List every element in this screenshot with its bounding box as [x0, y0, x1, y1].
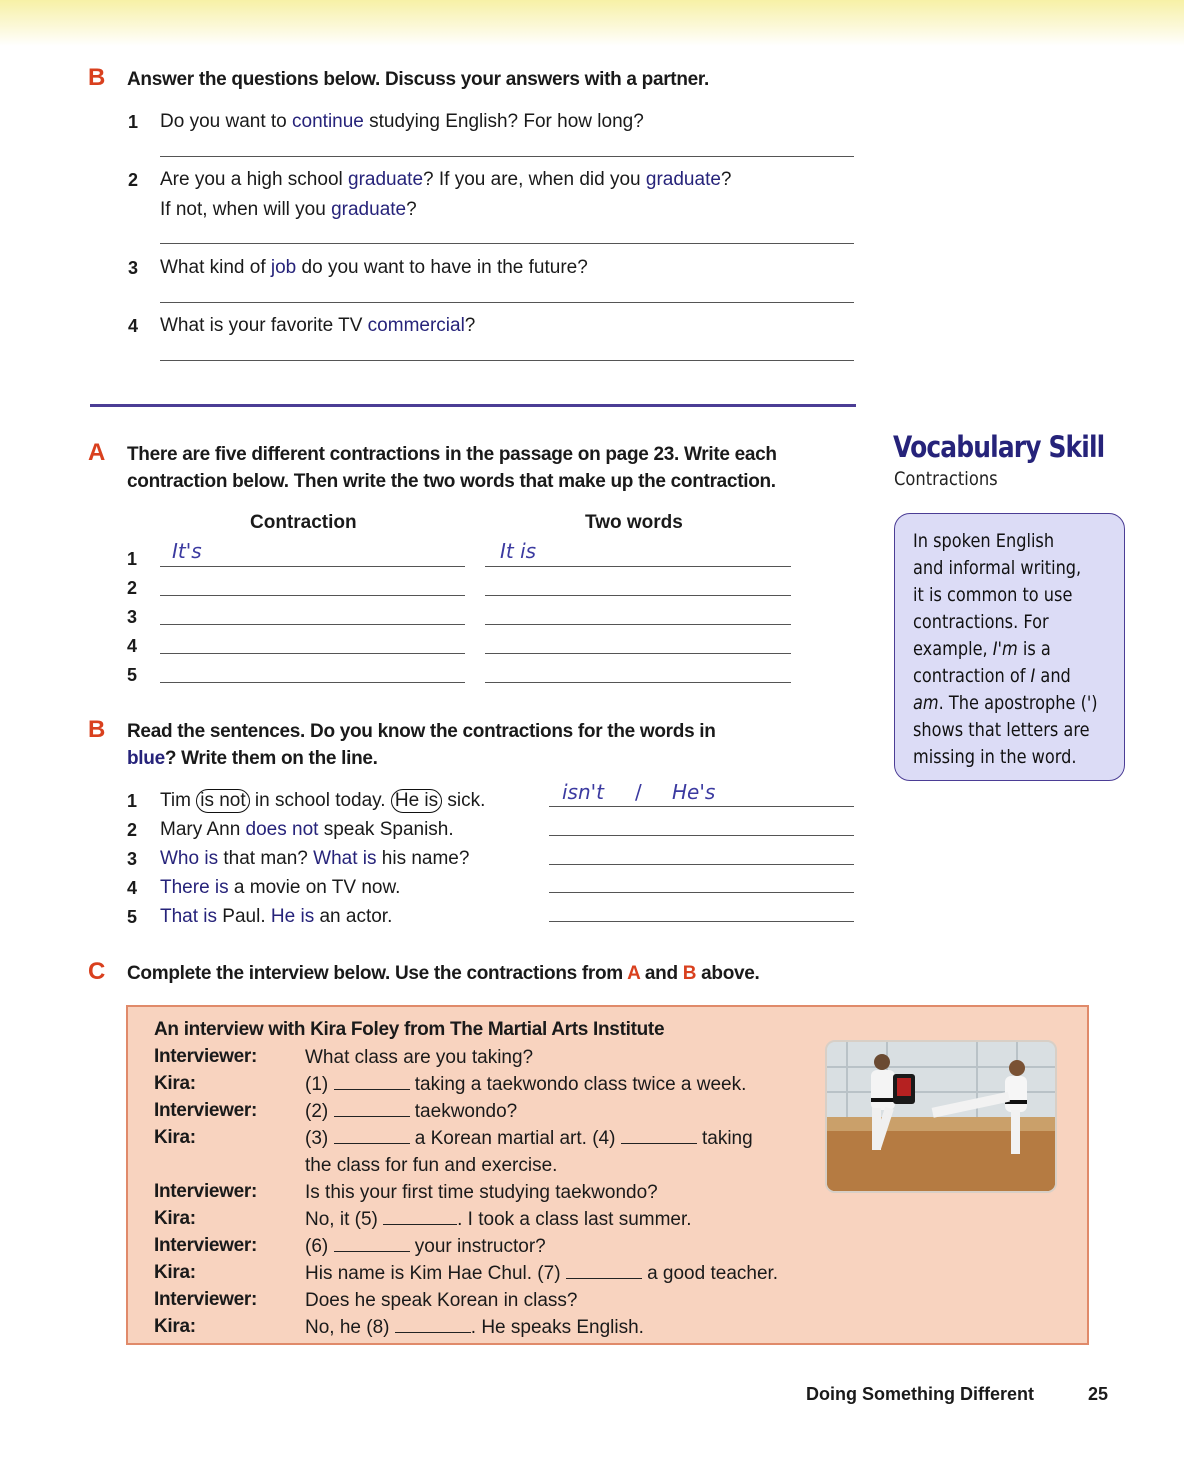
contraction-line[interactable] [160, 624, 465, 625]
answer-line[interactable] [549, 806, 854, 807]
question-number: 1 [128, 112, 139, 132]
question-text: Do you want to continue studying English? For how long? [160, 111, 644, 132]
vocab-skill-box [894, 513, 1125, 781]
speaker-label: Interviewer: [154, 1235, 258, 1256]
answer-line[interactable] [549, 835, 854, 836]
circled-phrase: is not [196, 789, 249, 813]
interview-title: An interview with Kira Foley from The Martial Arts Institute [154, 1019, 665, 1040]
interview-line-continued: the class for fun and exercise. [305, 1155, 558, 1176]
slash: / [635, 780, 642, 804]
blank-8[interactable] [395, 1316, 471, 1333]
running-footer-title: Doing Something Different [806, 1384, 1034, 1404]
speaker-label: Kira: [154, 1316, 196, 1337]
interview-line: What class are you taking? [305, 1047, 534, 1068]
item-number: 2 [127, 820, 138, 840]
two-words-line[interactable] [485, 653, 791, 654]
handwritten-answer: He's [672, 780, 716, 804]
two-words-line[interactable] [485, 624, 791, 625]
contraction-line[interactable] [160, 653, 465, 654]
interview-line: No, he (8) . He speaks English. [305, 1317, 644, 1338]
answer-line[interactable] [160, 243, 854, 244]
blank-6[interactable] [334, 1235, 410, 1252]
row-number: 1 [127, 549, 138, 569]
sentence: There is a movie on TV now. [160, 877, 401, 898]
blank-7[interactable] [566, 1262, 642, 1279]
section-letter-b1: B [88, 64, 106, 91]
question-number: 3 [128, 258, 139, 278]
interview-line: (1) taking a taekwondo class twice a week. [305, 1074, 747, 1095]
speaker-label: Interviewer: [154, 1046, 258, 1067]
question-number: 4 [128, 316, 139, 336]
answer-line[interactable] [549, 864, 854, 865]
speaker-label: Interviewer: [154, 1100, 258, 1121]
top-band [0, 0, 1184, 46]
column-header-contraction: Contraction [250, 512, 357, 533]
handwritten-answer: It's [172, 539, 202, 563]
instruction-a: There are five different contractions in the passage on page 23. Write each contraction below. Then write the two words that make up the contraction. [127, 444, 777, 492]
answer-line[interactable] [549, 892, 854, 893]
contraction-line[interactable] [160, 595, 465, 596]
page-number: 25 [1088, 1384, 1109, 1404]
question-text: Are you a high school graduate? If you are, when did you graduate? If not, when will you graduate? [160, 169, 732, 220]
interview-line: Is this your first time studying taekwondo? [305, 1182, 658, 1203]
blank-2[interactable] [334, 1100, 410, 1117]
sentence: That is Paul. He is an actor. [160, 906, 393, 927]
vocab-skill-title: Vocabulary Skill [893, 430, 1105, 464]
row-number: 4 [127, 636, 138, 656]
blank-3[interactable] [334, 1127, 410, 1144]
answer-line[interactable] [160, 156, 854, 157]
row-number: 5 [127, 665, 138, 685]
interview-line: No, it (5) . I took a class last summer. [305, 1209, 692, 1230]
item-number: 3 [127, 849, 138, 869]
question-number: 2 [128, 170, 139, 190]
speaker-label: Kira: [154, 1208, 196, 1229]
circled-phrase: He is [391, 789, 442, 813]
instruction-b1: Answer the questions below. Discuss your answers with a partner. [127, 69, 709, 90]
taekwondo-photo [825, 1040, 1057, 1193]
section-letter-a: A [88, 439, 106, 466]
vocab-skill-explanation: In spoken English and informal writing, it is common to use contractions. For example, I'm is a contraction of I and am. The apostrophe (') shows that letters are missing in the word. [913, 530, 1098, 768]
speaker-label: Kira: [154, 1127, 196, 1148]
two-words-line[interactable] [485, 566, 791, 567]
section-letter-c: C [88, 958, 106, 985]
taekwondo-illustration [827, 1042, 1055, 1191]
speaker-label: Kira: [154, 1073, 196, 1094]
interview-line: His name is Kim Hae Chul. (7) a good teacher. [305, 1263, 779, 1284]
handwritten-answer: It is [500, 539, 537, 563]
two-words-line[interactable] [485, 595, 791, 596]
row-number: 3 [127, 607, 138, 627]
blank-1[interactable] [334, 1073, 410, 1090]
vocab-skill-subtitle: Contractions [894, 468, 998, 490]
answer-line[interactable] [549, 921, 854, 922]
answer-line[interactable] [160, 360, 854, 361]
item-number: 4 [127, 878, 138, 898]
interview-line: (2) taekwondo? [305, 1101, 518, 1122]
speaker-label: Interviewer: [154, 1181, 258, 1202]
column-header-two-words: Two words [585, 512, 683, 533]
instruction-b2: Read the sentences. Do you know the contractions for the words in blue? Write them on the line. [127, 721, 716, 769]
handwritten-answer: isn't [562, 780, 604, 804]
blank-4[interactable] [621, 1127, 697, 1144]
interview-line: Does he speak Korean in class? [305, 1290, 578, 1311]
contraction-line[interactable] [160, 566, 465, 567]
answer-line[interactable] [160, 302, 854, 303]
sentence: Mary Ann does not speak Spanish. [160, 819, 454, 840]
sentence: Who is that man? What is his name? [160, 848, 470, 869]
blank-5[interactable] [383, 1208, 457, 1225]
interview-line: (3) a Korean martial art. (4) taking [305, 1128, 753, 1149]
two-words-line[interactable] [485, 682, 791, 683]
section-divider [90, 404, 856, 407]
section-letter-b2: B [88, 716, 106, 743]
instruction-c: Complete the interview below. Use the contractions from A and B above. [127, 963, 760, 984]
item-number: 5 [127, 907, 138, 927]
item-number: 1 [127, 791, 138, 811]
row-number: 2 [127, 578, 138, 598]
example-sentence: Tim is not in school today. He is sick. [160, 790, 486, 811]
question-text: What is your favorite TV commercial? [160, 315, 476, 336]
speaker-label: Kira: [154, 1262, 196, 1283]
speaker-label: Interviewer: [154, 1289, 258, 1310]
question-text: What kind of job do you want to have in the future? [160, 257, 588, 278]
contraction-line[interactable] [160, 682, 465, 683]
interview-line: (6) your instructor? [305, 1236, 546, 1257]
